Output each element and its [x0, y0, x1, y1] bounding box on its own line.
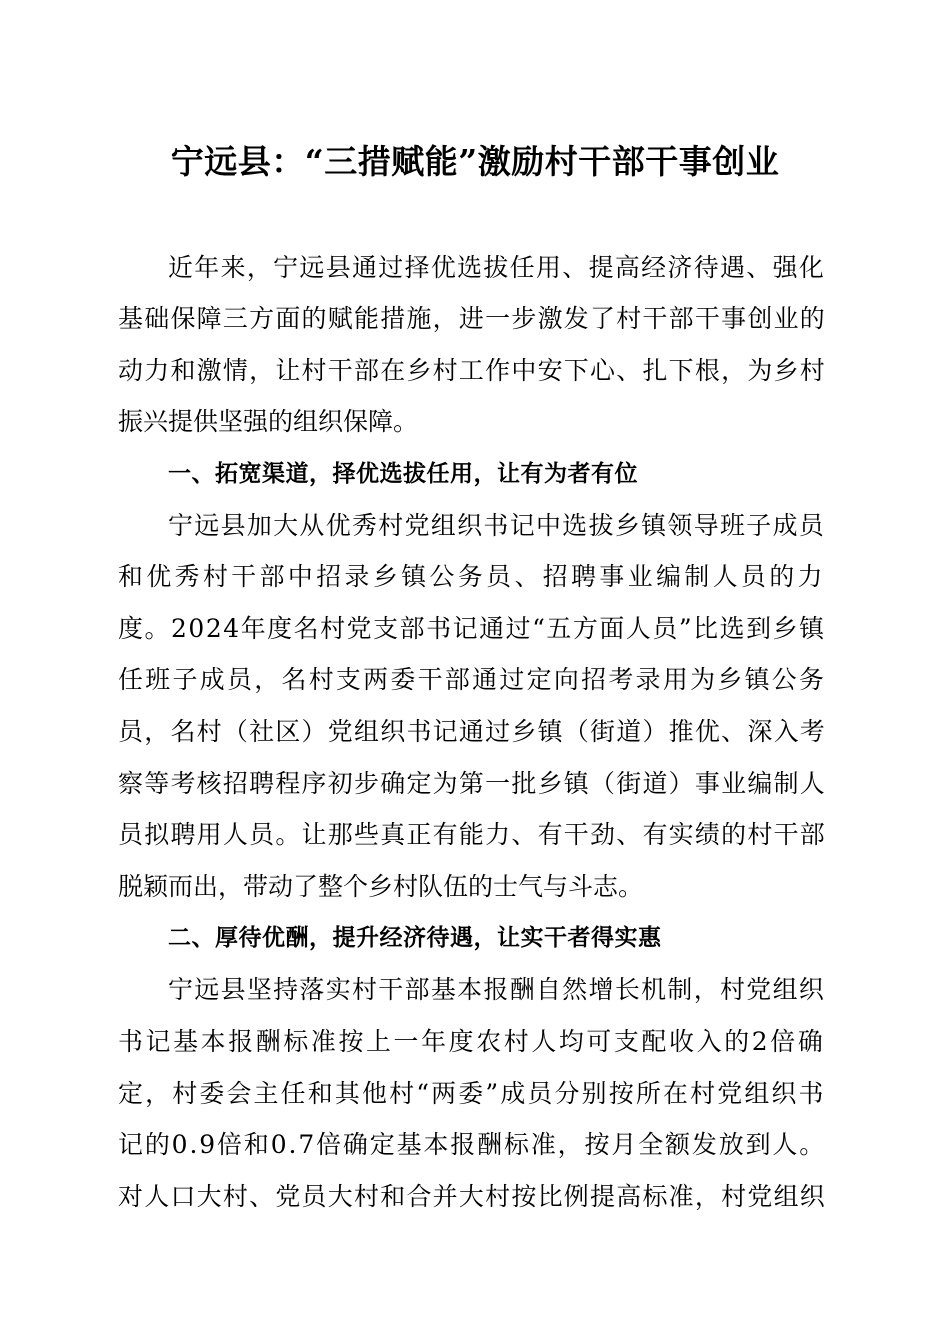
section1-line-7: 员拟聘用人员。让那些真正有能力、有干劲、有实绩的村干部 — [118, 820, 827, 849]
section2-heading: 二、厚待优酬，提升经济待遇，让实干者得实惠 — [168, 925, 662, 951]
section2-line-2: 书记基本报酬标准按上一年度农村人均可支配收入的2倍确 — [118, 1027, 826, 1056]
section1-heading: 一、拓宽渠道，择优选拔任用，让有为者有位 — [168, 461, 638, 487]
intro-line-2: 基础保障三方面的赋能措施，进一步激发了村干部干事创业的 — [118, 304, 827, 333]
section1-line-4: 任班子成员，名村支两委干部通过定向招考录用为乡镇公务 — [118, 665, 827, 694]
section1-line-5: 员，名村（社区）党组织书记通过乡镇（街道）推优、深入考 — [118, 717, 827, 746]
intro-line-4: 振兴提供坚强的组织保障。 — [118, 407, 419, 436]
section1-line-3: 度。2024年度名村党支部书记通过“五方面人员”比选到乡镇 — [118, 614, 826, 643]
section2-line-5: 对人口大村、党员大村和合并大村按比例提高标准，村党组织 — [118, 1182, 827, 1211]
section1-line-8: 脱颖而出，带动了整个乡村队伍的士气与斗志。 — [118, 872, 644, 901]
section1-line-1: 宁远县加大从优秀村党组织书记中选拔乡镇领导班子成员 — [168, 511, 826, 540]
section2-line-3: 定，村委会主任和其他村“两委”成员分别按所在村党组织书 — [118, 1079, 826, 1108]
section2-line-1: 宁远县坚持落实村干部基本报酬自然增长机制，村党组织 — [168, 975, 826, 1004]
intro-line-1: 近年来，宁远县通过择优选拔任用、提高经济待遇、强化 — [168, 253, 826, 282]
section1-line-6: 察等考核招聘程序初步确定为第一批乡镇（街道）事业编制人 — [118, 769, 827, 798]
section2-line-4: 记的0.9倍和0.7倍确定基本报酬标准，按月全额发放到人。 — [118, 1130, 827, 1159]
intro-line-3: 动力和激情，让村干部在乡村工作中安下心、扎下根，为乡村 — [118, 356, 827, 385]
document-title: 宁远县：“三措赋能”激励村干部干事创业 — [170, 142, 780, 181]
section1-line-2: 和优秀村干部中招录乡镇公务员、招聘事业编制人员的力 — [118, 562, 826, 591]
